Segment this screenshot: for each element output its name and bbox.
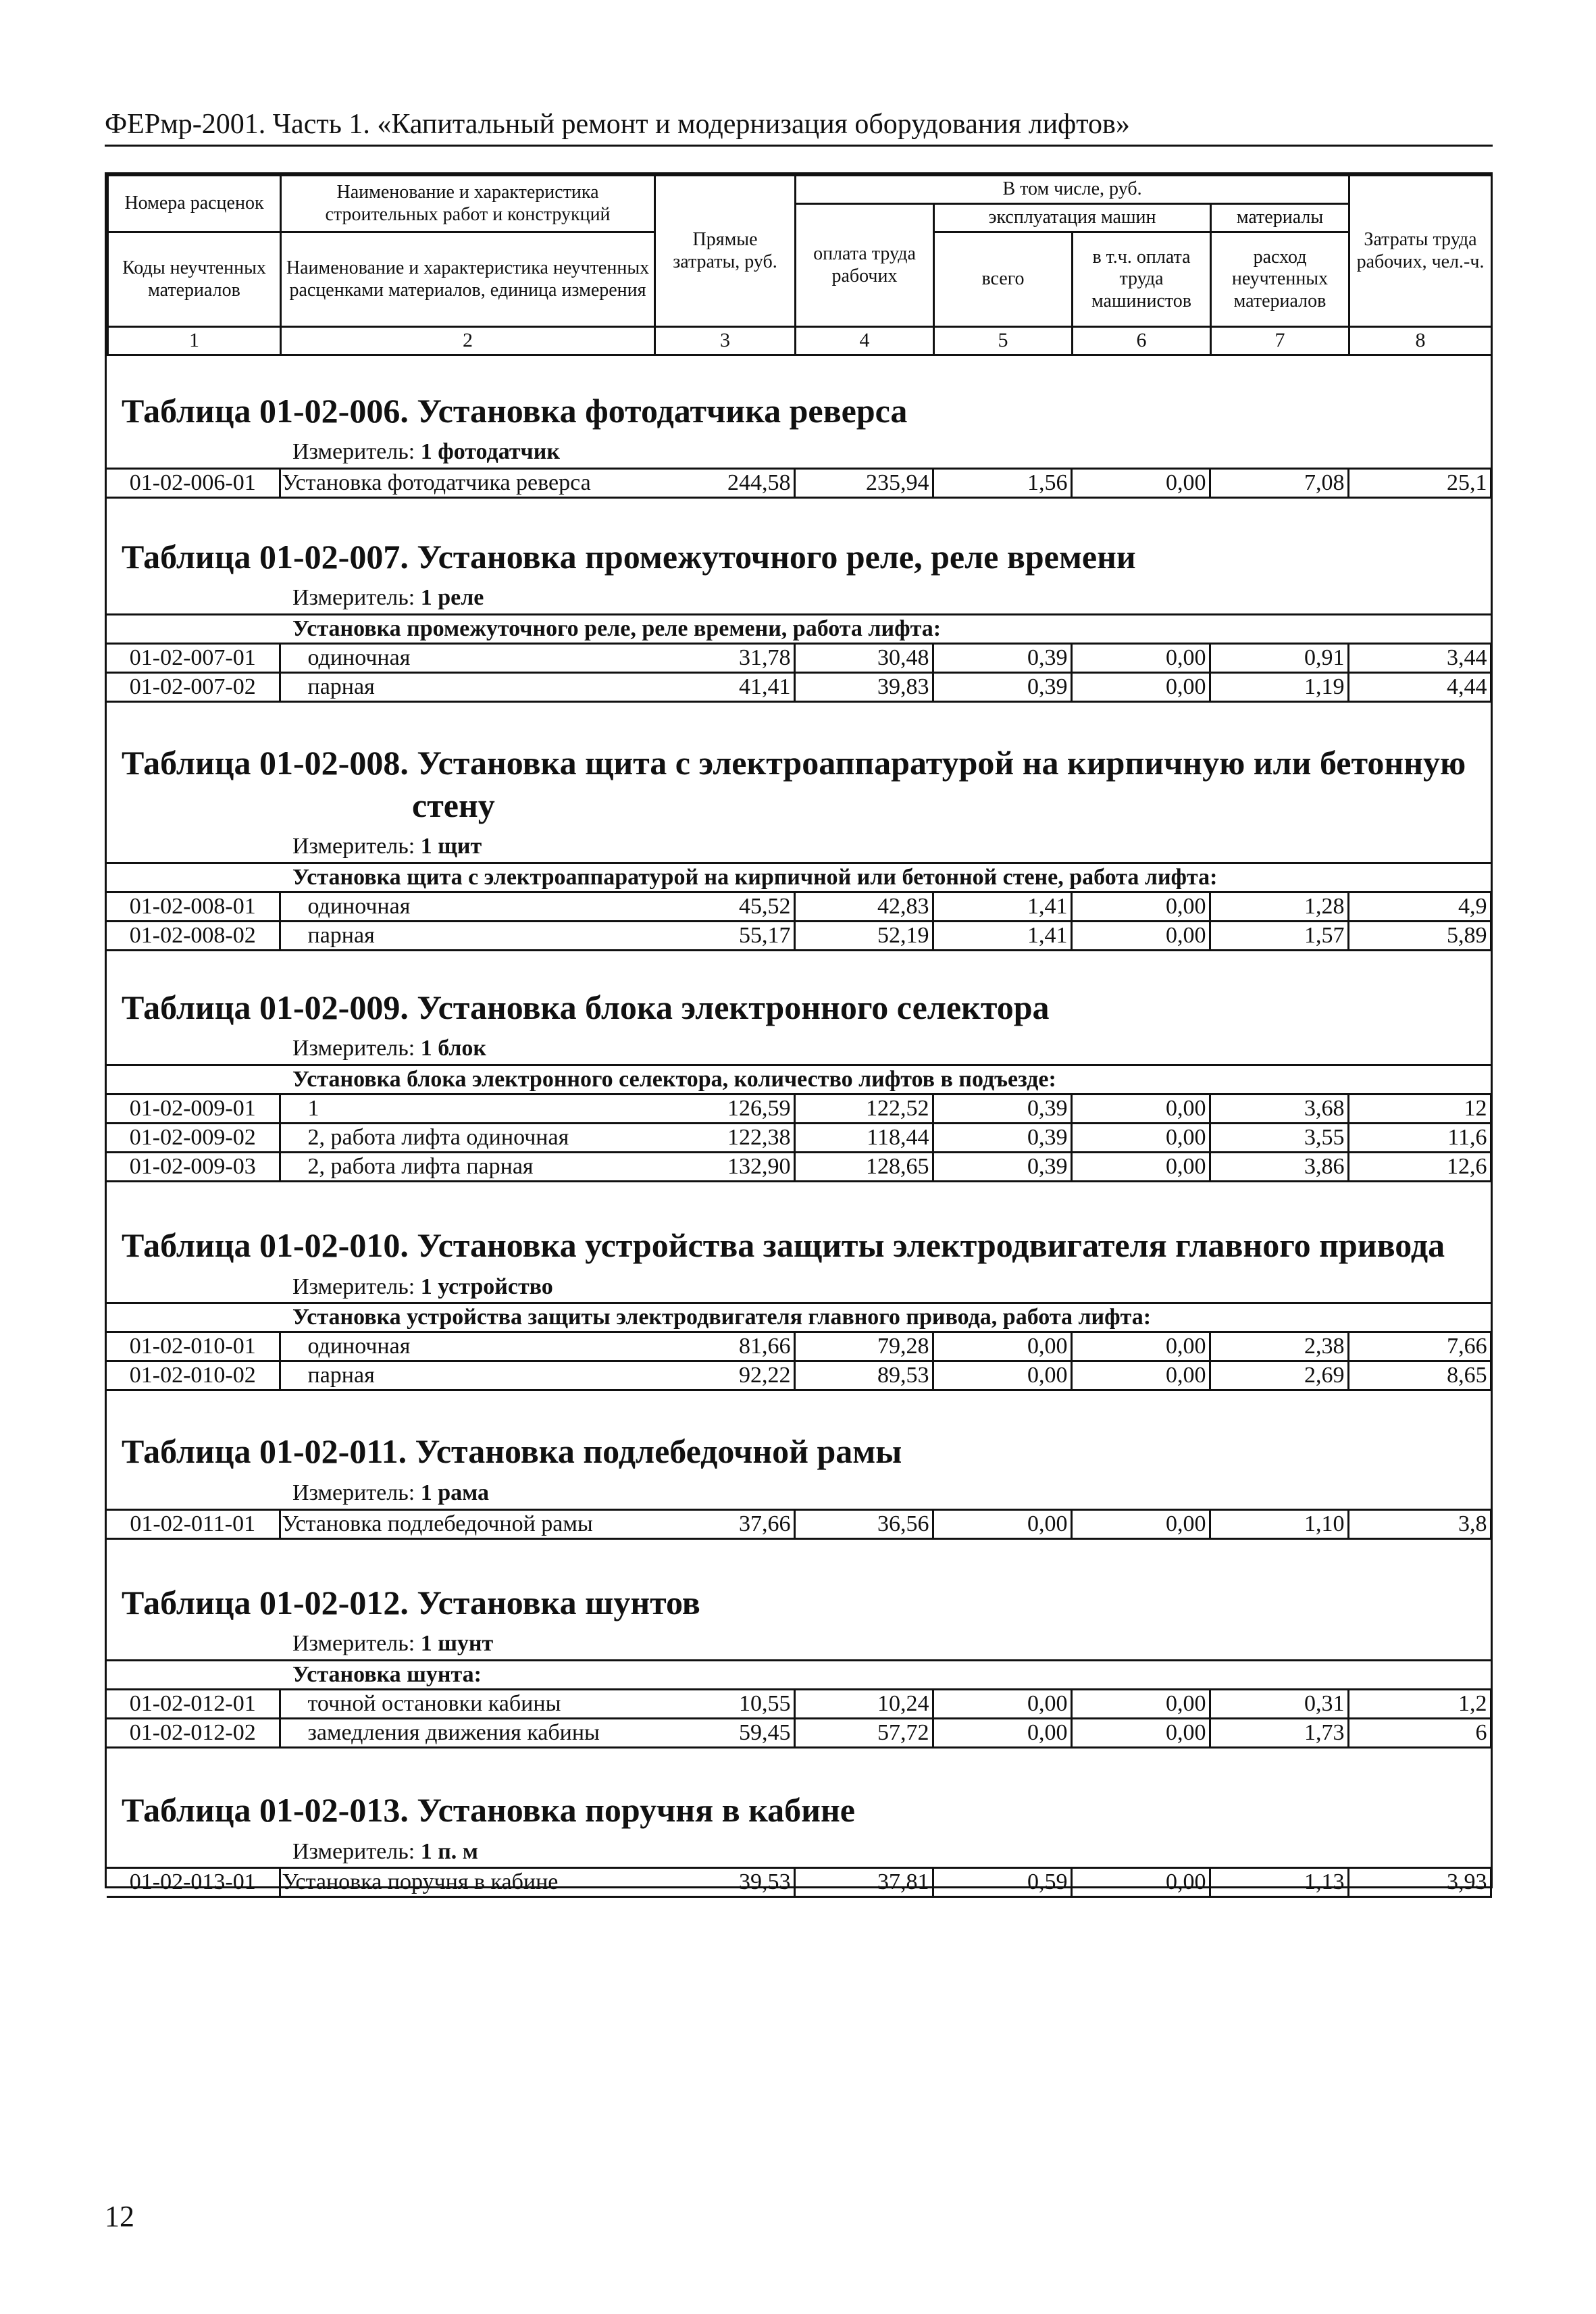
labor-hours-value: 4,44 [1348,673,1491,702]
rate-code: 01-02-007-01 [107,644,280,673]
table-row [107,1361,1491,1390]
machines-total-value: 0,39 [933,644,1071,673]
direct-costs-value: 45,52 [654,892,794,921]
rate-code: 01-02-007-02 [107,673,280,702]
rate-code: 01-02-009-01 [107,1095,280,1124]
labor-hours-value: 6 [1348,1719,1491,1748]
subheading-row [107,863,1491,892]
machinist-pay-value: 0,00 [1071,1153,1210,1182]
table-title-text: Таблица 01-02-011. Установка подлебедочной рамы [122,1432,902,1471]
labor-pay-value: 52,19 [794,921,933,950]
table-row [107,921,1491,950]
subheading: Установка блока электронного селектора, количество лифтов в подъезде: [107,1065,1491,1095]
rate-table-section [107,390,1491,499]
labor-pay-value: 30,48 [794,644,933,673]
work-name: одиночная [280,1332,654,1361]
machinist-pay-value: 0,00 [1071,1719,1210,1748]
subheading: Установка промежуточного реле, реле времени, работа лифта: [107,615,1491,644]
work-name: точной остановки кабины [280,1690,654,1719]
unit-value: 1 блок [420,1036,487,1061]
unit-line [107,833,1491,861]
rates-table [107,468,1492,499]
table-row [107,644,1491,673]
labor-hours-value: 25,1 [1348,468,1491,497]
materials-value: 2,69 [1210,1361,1348,1390]
labor-pay-value: 118,44 [794,1124,933,1153]
machines-total-value: 0,00 [933,1509,1071,1538]
header-including: В том числе, руб. [796,176,1349,204]
labor-hours-value: 8,65 [1348,1361,1491,1390]
unit-line [107,1480,1491,1507]
machines-total-value: 0,59 [933,1868,1071,1897]
rate-sections [107,390,1491,1898]
rate-code: 01-02-009-02 [107,1124,280,1153]
machinist-pay-value: 0,00 [1071,921,1210,950]
unit-line [107,1274,1491,1301]
machines-total-value: 0,00 [933,1719,1071,1748]
materials-value: 3,68 [1210,1095,1348,1124]
table-row [107,892,1491,921]
subheading: Установка щита с электроаппаратурой на кирпичной или бетонной стене, работа лифта: [107,863,1491,892]
labor-pay-value: 10,24 [794,1690,933,1719]
machinist-pay-value: 0,00 [1071,1124,1210,1153]
table-row [107,1719,1491,1748]
direct-costs-value: 37,66 [654,1509,794,1538]
table-title [107,986,1491,1029]
machinist-pay-value: 0,00 [1071,1361,1210,1390]
unit-value: 1 фотодатчик [420,439,560,464]
work-name: 1 [280,1095,654,1124]
rate-code: 01-02-012-01 [107,1690,280,1719]
unit-value: 1 рама [420,1480,490,1505]
header-material-codes: Коды неучтенных материалов [108,232,281,327]
unit-value: 1 устройство [420,1274,553,1299]
machinist-pay-value: 0,00 [1071,673,1210,702]
work-name: 2, работа лифта парная [280,1153,654,1182]
work-name: замедления движения кабины [280,1719,654,1748]
table-title [107,1430,1491,1473]
subheading-row [107,1065,1491,1095]
work-name: парная [280,921,654,950]
direct-costs-value: 244,58 [654,468,794,497]
rate-table-section [107,536,1491,703]
machines-total-value: 0,39 [933,1153,1071,1182]
work-name: одиночная [280,644,654,673]
rate-code: 01-02-011-01 [107,1509,280,1538]
header-material-consumption: расход неучтенных материалов [1211,232,1349,327]
column-number: 8 [1349,327,1492,355]
unit-label: Измеритель: [292,1274,415,1299]
subheading-row [107,1661,1491,1690]
unit-label: Измеритель: [292,585,415,611]
labor-pay-value: 57,72 [794,1719,933,1748]
header-machines-total: всего [934,232,1073,327]
materials-value: 1,10 [1210,1509,1348,1538]
materials-value: 7,08 [1210,468,1348,497]
rate-code: 01-02-010-01 [107,1332,280,1361]
work-name: одиночная [280,892,654,921]
materials-value: 3,86 [1210,1153,1348,1182]
header-labor-costs: Затраты труда рабочих, чел.-ч. [1349,176,1492,327]
table-row [107,1153,1491,1182]
materials-value: 1,19 [1210,673,1348,702]
header-material-names: Наименование и характеристика неучтенных расценками материалов, единица измерения [281,232,655,327]
machinist-pay-value: 0,00 [1071,644,1210,673]
materials-value: 1,13 [1210,1868,1348,1897]
column-number: 3 [655,327,796,355]
labor-pay-value: 235,94 [794,468,933,497]
table-title [107,1582,1491,1624]
machines-total-value: 0,39 [933,1095,1071,1124]
labor-hours-value: 1,2 [1348,1690,1491,1719]
unit-label: Измеритель: [292,1838,415,1864]
machines-total-value: 0,00 [933,1361,1071,1390]
machinist-pay-value: 0,00 [1071,1690,1210,1719]
rate-table-section [107,1224,1491,1391]
work-name: парная [280,673,654,702]
unit-label: Измеритель: [292,439,415,464]
table-row [107,673,1491,702]
machines-total-value: 0,00 [933,1690,1071,1719]
work-name: Установка поручня в кабине [280,1868,654,1897]
unit-label: Измеритель: [292,1480,415,1505]
materials-value: 1,57 [1210,921,1348,950]
direct-costs-value: 132,90 [654,1153,794,1182]
rates-table [107,1867,1492,1898]
header-labor-pay: оплата труда рабочих [796,204,934,327]
subheading: Установка шунта: [107,1661,1491,1690]
column-header-table [107,174,1493,356]
rate-code: 01-02-013-01 [107,1868,280,1897]
materials-value: 0,31 [1210,1690,1348,1719]
table-title [107,1224,1491,1267]
machines-total-value: 1,56 [933,468,1071,497]
machines-total-value: 0,39 [933,1124,1071,1153]
work-name: Установка подлебедочной рамы [280,1509,654,1538]
labor-hours-value: 3,44 [1348,644,1491,673]
direct-costs-value: 92,22 [654,1361,794,1390]
table-title [107,1789,1491,1832]
subheading: Установка устройства защиты электродвигателя главного привода, работа лифта: [107,1303,1491,1332]
unit-line [107,438,1491,466]
unit-line [107,1630,1491,1658]
direct-costs-value: 31,78 [654,644,794,673]
rates-sheet [105,172,1493,1895]
running-head: ФЕРмр-2001. Часть 1. «Капитальный ремонт и модернизация оборудования лифтов» [105,108,1493,147]
labor-hours-value: 11,6 [1348,1124,1491,1153]
header-machinist-pay: в т.ч. оплата труда машинистов [1073,232,1211,327]
materials-value: 1,28 [1210,892,1348,921]
table-title-continuation: стену [412,786,495,824]
rates-table [107,1509,1492,1540]
table-title-text: Таблица 01-02-008. Установка щита с электроаппаратурой на кирпичную или бетонную [122,744,1466,782]
labor-pay-value: 42,83 [794,892,933,921]
machines-total-value: 0,39 [933,673,1071,702]
labor-hours-value: 3,93 [1348,1868,1491,1897]
labor-pay-value: 122,52 [794,1095,933,1124]
direct-costs-value: 10,55 [654,1690,794,1719]
machinist-pay-value: 0,00 [1071,468,1210,497]
unit-value: 1 шунт [420,1631,494,1657]
header-machines: эксплуатация машин [934,204,1211,232]
subheading-row [107,1303,1491,1332]
unit-label: Измеритель: [292,834,415,859]
labor-pay-value: 89,53 [794,1361,933,1390]
rate-code: 01-02-009-03 [107,1153,280,1182]
header-materials: материалы [1211,204,1349,232]
rates-table [107,1659,1492,1749]
labor-pay-value: 36,56 [794,1509,933,1538]
labor-pay-value: 39,83 [794,673,933,702]
labor-pay-value: 79,28 [794,1332,933,1361]
machinist-pay-value: 0,00 [1071,1868,1210,1897]
rate-code: 01-02-010-02 [107,1361,280,1390]
table-title [107,742,1491,826]
table-row [107,1124,1491,1153]
column-number: 6 [1073,327,1211,355]
column-number: 2 [281,327,655,355]
labor-hours-value: 7,66 [1348,1332,1491,1361]
machinist-pay-value: 0,00 [1071,1332,1210,1361]
rate-code: 01-02-012-02 [107,1719,280,1748]
header-direct-costs: Прямые затраты, руб. [655,176,796,327]
labor-hours-value: 12,6 [1348,1153,1491,1182]
labor-hours-value: 3,8 [1348,1509,1491,1538]
materials-value: 1,73 [1210,1719,1348,1748]
materials-value: 3,55 [1210,1124,1348,1153]
rate-table-section [107,742,1491,951]
rates-table [107,1302,1492,1391]
direct-costs-value: 122,38 [654,1124,794,1153]
unit-label: Измеритель: [292,1631,415,1657]
direct-costs-value: 59,45 [654,1719,794,1748]
table-row [107,1095,1491,1124]
column-number-row [108,327,1492,355]
direct-costs-value: 55,17 [654,921,794,950]
machines-total-value: 1,41 [933,921,1071,950]
direct-costs-value: 41,41 [654,673,794,702]
rate-table-section [107,1789,1491,1898]
table-title [107,536,1491,578]
subheading-row [107,615,1491,644]
rate-table-section [107,1430,1491,1539]
table-title-text: Таблица 01-02-006. Установка фотодатчика реверса [122,391,908,430]
labor-hours-value: 4,9 [1348,892,1491,921]
direct-costs-value: 81,66 [654,1332,794,1361]
table-title [107,390,1491,432]
table-row [107,1690,1491,1719]
materials-value: 0,91 [1210,644,1348,673]
unit-line [107,584,1491,612]
rate-table-section [107,986,1491,1182]
unit-value: 1 п. м [420,1838,478,1864]
table-title-text: Таблица 01-02-013. Установка поручня в кабине [122,1791,855,1830]
machinist-pay-value: 0,00 [1071,1509,1210,1538]
table-row [107,1868,1491,1897]
machines-total-value: 0,00 [933,1332,1071,1361]
rate-code: 01-02-008-01 [107,892,280,921]
rate-code: 01-02-008-02 [107,921,280,950]
column-number: 7 [1211,327,1349,355]
machinist-pay-value: 0,00 [1071,1095,1210,1124]
unit-value: 1 реле [420,585,484,611]
rates-table [107,613,1492,703]
labor-pay-value: 128,65 [794,1153,933,1182]
rate-table-section [107,1582,1491,1749]
labor-hours-value: 5,89 [1348,921,1491,950]
page-number: 12 [105,2200,134,2233]
work-name: 2, работа лифта одиночная [280,1124,654,1153]
table-row [107,468,1491,497]
rate-code: 01-02-006-01 [107,468,280,497]
unit-value: 1 щит [420,834,482,859]
table-title-text: Таблица 01-02-012. Установка шунтов [122,1583,700,1621]
unit-label: Измеритель: [292,1036,415,1061]
table-title-text: Таблица 01-02-010. Установка устройства защиты электродвигателя главного привода [122,1226,1445,1265]
table-row [107,1332,1491,1361]
table-title-text: Таблица 01-02-007. Установка промежуточного реле, реле времени [122,537,1136,576]
direct-costs-value: 126,59 [654,1095,794,1124]
direct-costs-value: 39,53 [654,1868,794,1897]
table-row [107,1509,1491,1538]
labor-pay-value: 37,81 [794,1868,933,1897]
column-number: 5 [934,327,1073,355]
column-number: 1 [108,327,281,355]
rates-table [107,862,1492,951]
machines-total-value: 1,41 [933,892,1071,921]
rates-table [107,1064,1492,1182]
table-title-text: Таблица 01-02-009. Установка блока электронного селектора [122,988,1050,1026]
column-number: 4 [796,327,934,355]
materials-value: 2,38 [1210,1332,1348,1361]
machinist-pay-value: 0,00 [1071,892,1210,921]
header-rate-number: Номера расценок [108,176,281,232]
work-name: парная [280,1361,654,1390]
labor-hours-value: 12 [1348,1095,1491,1124]
header-work-name: Наименование и характеристика строительных работ и конструкций [281,176,655,232]
unit-line [107,1838,1491,1866]
unit-line [107,1035,1491,1063]
work-name: Установка фотодатчика реверса [280,468,654,497]
